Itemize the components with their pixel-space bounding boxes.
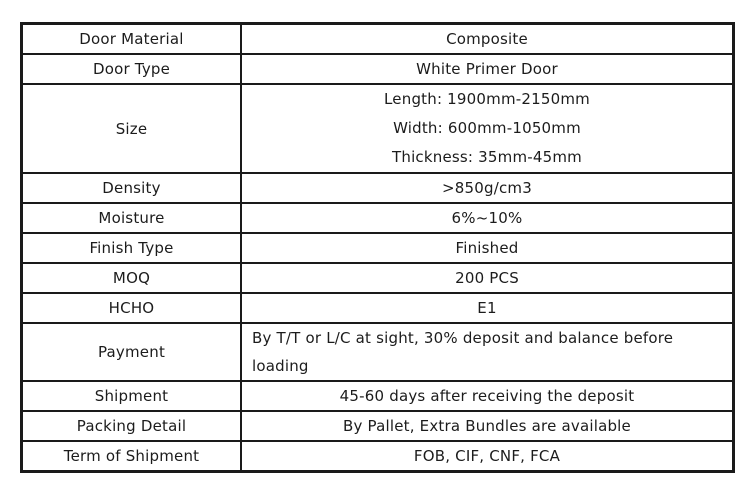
spec-value-finish-type: Finished [241, 233, 734, 263]
table-row [22, 263, 734, 293]
spec-label-term-of-shipment: Term of Shipment [22, 441, 242, 472]
spec-value-size [241, 84, 734, 173]
table-row [22, 203, 734, 233]
spec-value-door-type: White Primer Door [241, 54, 734, 84]
table-row [22, 233, 734, 263]
table-row [22, 173, 734, 203]
table-row [22, 411, 734, 441]
size-length-line: Length: 1900mm-2150mm [384, 90, 590, 108]
spec-label-packing-detail: Packing Detail [22, 411, 242, 441]
spec-value-moq: 200 PCS [241, 263, 734, 293]
spec-value-payment: By T/T or L/C at sight, 30% deposit and balance before loading [241, 323, 734, 381]
spec-label-moisture: Moisture [22, 203, 242, 233]
spec-label-size: Size [22, 84, 242, 173]
table-row [22, 24, 734, 55]
spec-label-moq: MOQ [22, 263, 242, 293]
table-row [22, 84, 734, 173]
size-width-line: Width: 600mm-1050mm [393, 119, 581, 137]
spec-value-density: >850g/cm3 [241, 173, 734, 203]
spec-label-shipment: Shipment [22, 381, 242, 411]
size-thickness-line: Thickness: 35mm-45mm [392, 148, 582, 166]
spec-value-shipment: 45-60 days after receiving the deposit [241, 381, 734, 411]
spec-label-hcho: HCHO [22, 293, 242, 323]
spec-label-finish-type: Finish Type [22, 233, 242, 263]
spec-label-density: Density [22, 173, 242, 203]
table-row [22, 54, 734, 84]
spec-value-door-material: Composite [241, 24, 734, 55]
table-row [22, 381, 734, 411]
table-row [22, 441, 734, 472]
spec-value-term-of-shipment: FOB, CIF, CNF, FCA [241, 441, 734, 472]
spec-value-hcho: E1 [241, 293, 734, 323]
spec-label-door-type: Door Type [22, 54, 242, 84]
spec-label-door-material: Door Material [22, 24, 242, 55]
spec-value-packing-detail: By Pallet, Extra Bundles are available [241, 411, 734, 441]
table-row [22, 323, 734, 381]
table-row [22, 293, 734, 323]
product-spec-table [20, 22, 735, 473]
spec-value-moisture: 6%~10% [241, 203, 734, 233]
spec-label-payment: Payment [22, 323, 242, 381]
